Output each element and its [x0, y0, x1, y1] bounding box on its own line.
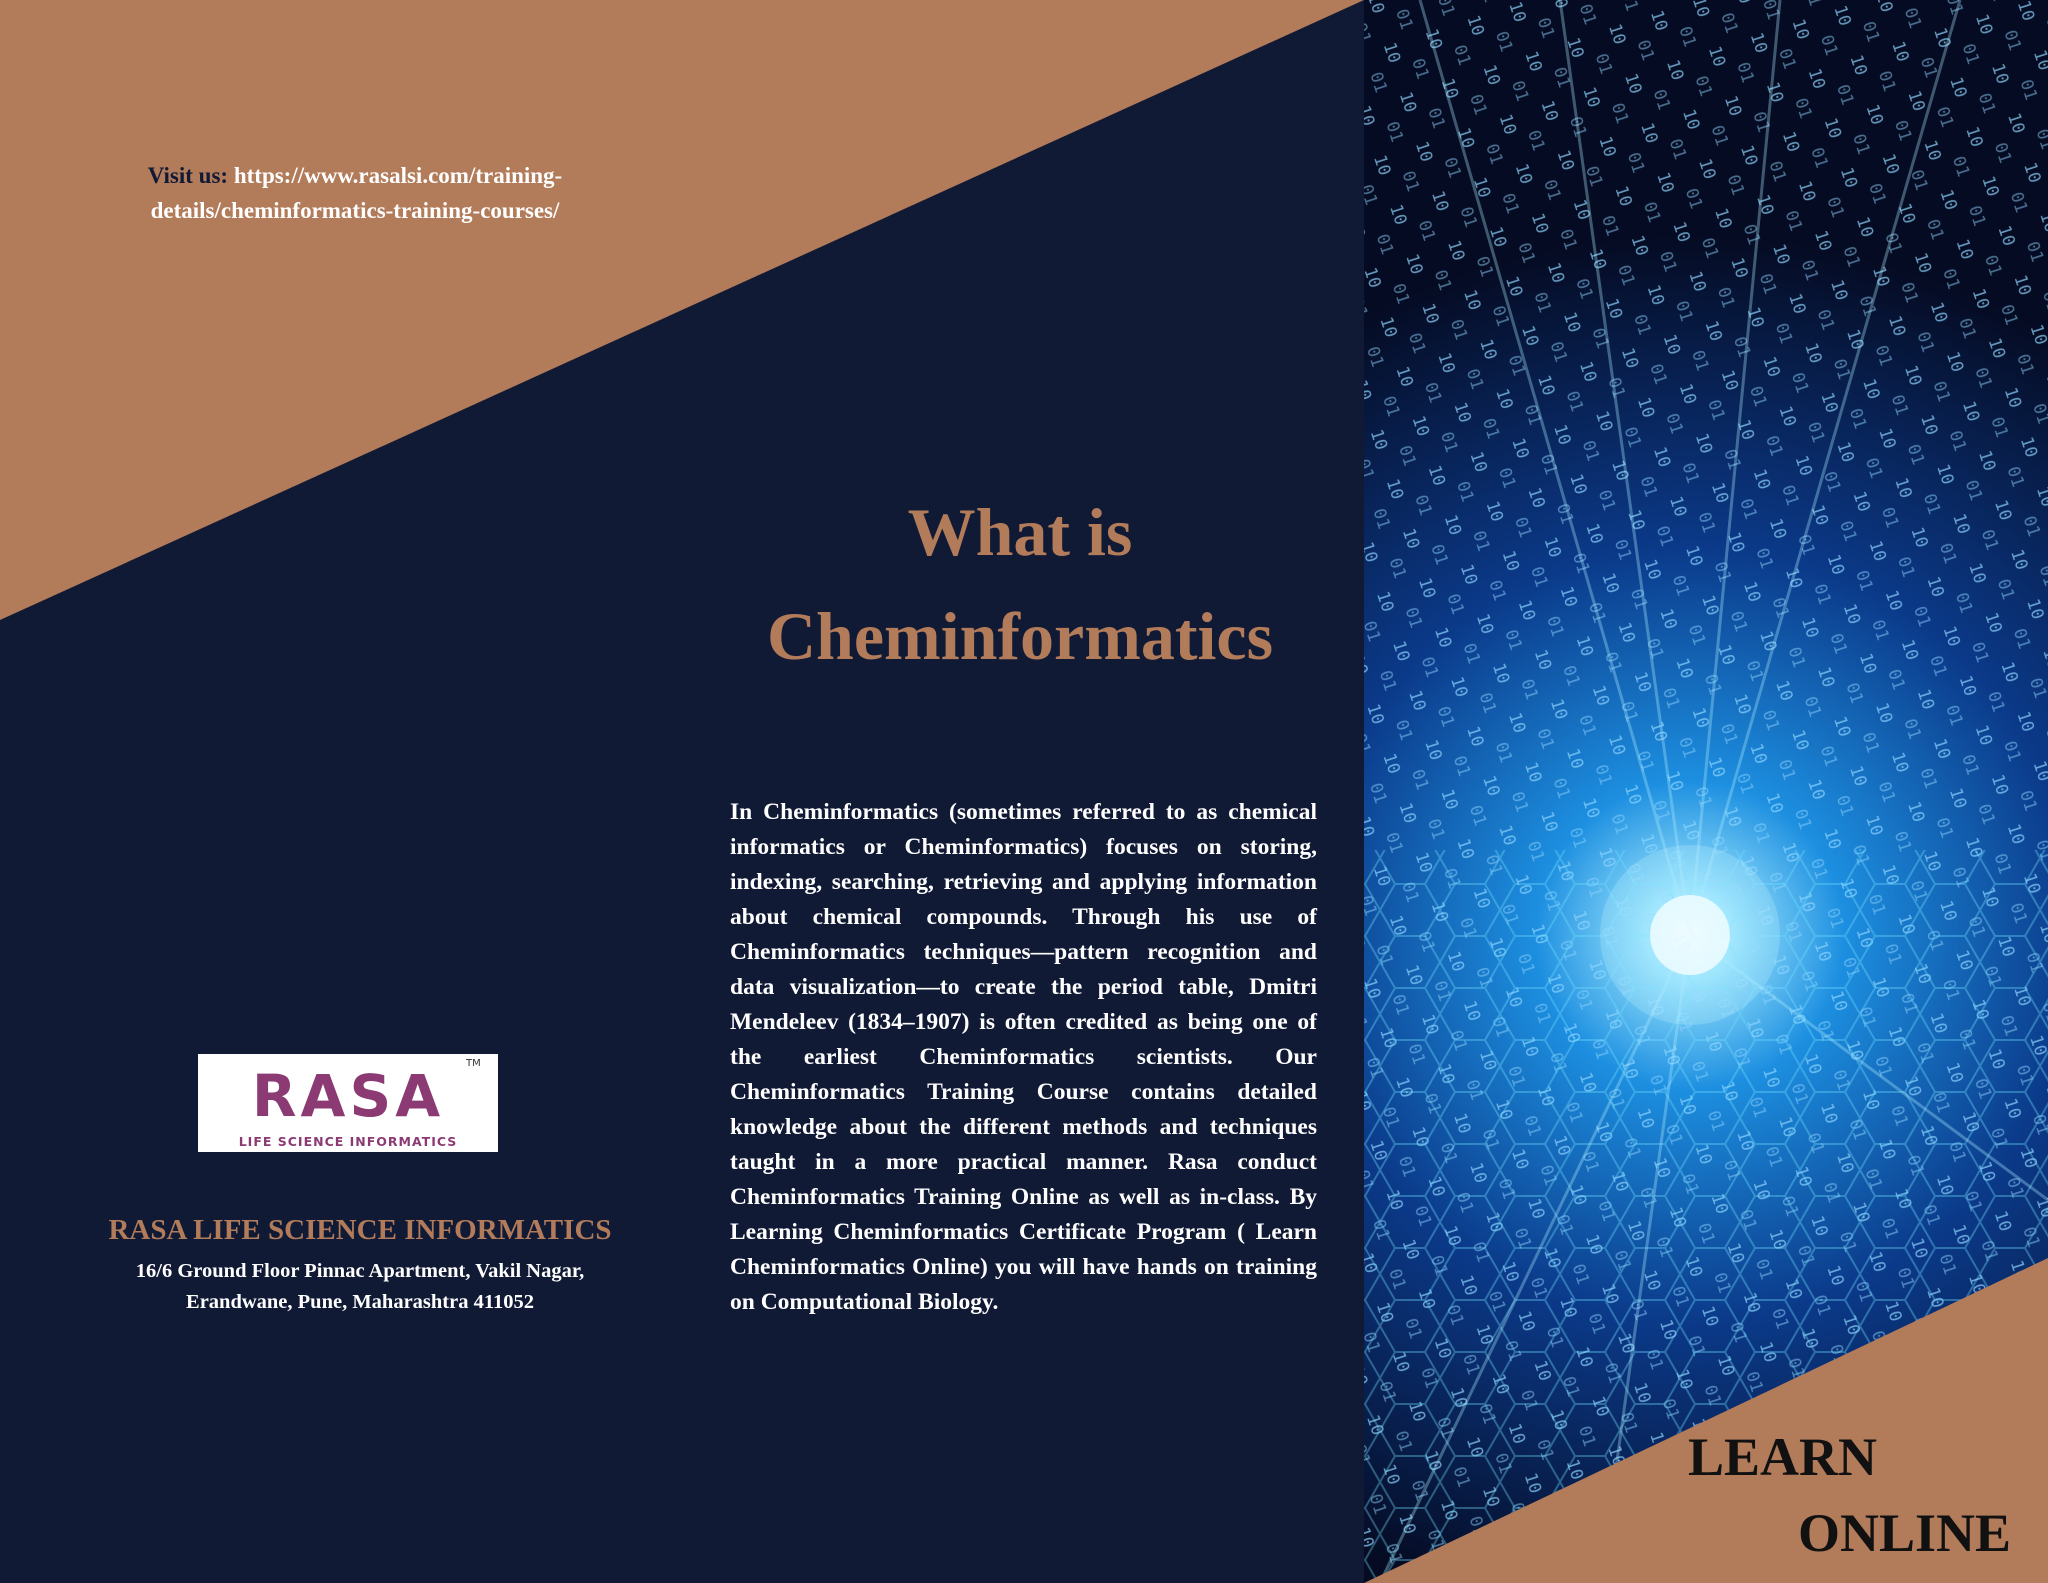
page-title	[700, 480, 1340, 688]
organization-address	[60, 1256, 660, 1318]
title-line-2: Cheminformatics	[766, 598, 1274, 674]
website-url[interactable]: https://www.rasalsi.com/training-details/cheminformatics-training-courses/	[150, 163, 563, 223]
title-line-1: What is	[907, 494, 1133, 570]
description-paragraph: In Cheminformatics (sometimes referred to as chemical informatics or Cheminformatics) focuses on storing, indexing, searching, retrieving and applying information about chemical compounds. Through his use of Cheminformatics techniques—pattern recognition and data visualization—to create the period table, Dmitri Mendeleev (1834–1907) is often credited as being one of the earliest Cheminformatics scientists. Our Cheminformatics Training Course contains detailed knowledge about the different methods and techniques taught in a more practical manner. Rasa conduct Cheminformatics Training Online as well as in-class. By Learning Cheminformatics Certificate Program ( Learn Cheminformatics Online) you will have hands on training on Computational Biology.	[730, 799, 1317, 1315]
rasa-logo	[198, 1054, 498, 1152]
address-line-2: Erandwane, Pune, Maharashtra 411052	[186, 1291, 534, 1313]
organization-name: RASA LIFE SCIENCE INFORMATICS	[108, 1214, 612, 1246]
logo-trademark: TM	[466, 1058, 481, 1069]
visit-label: Visit us:	[147, 163, 229, 188]
cta-learn: LEARN	[1688, 1427, 1878, 1487]
logo-tagline: LIFE SCIENCE INFORMATICS	[238, 1134, 458, 1149]
address-line-1: 16/6 Ground Floor Pinnac Apartment, Vakil Nagar,	[135, 1260, 585, 1282]
logo-wordmark: RASA	[251, 1062, 445, 1130]
cta-online: ONLINE	[1798, 1503, 2012, 1563]
website-link[interactable]	[90, 158, 620, 228]
